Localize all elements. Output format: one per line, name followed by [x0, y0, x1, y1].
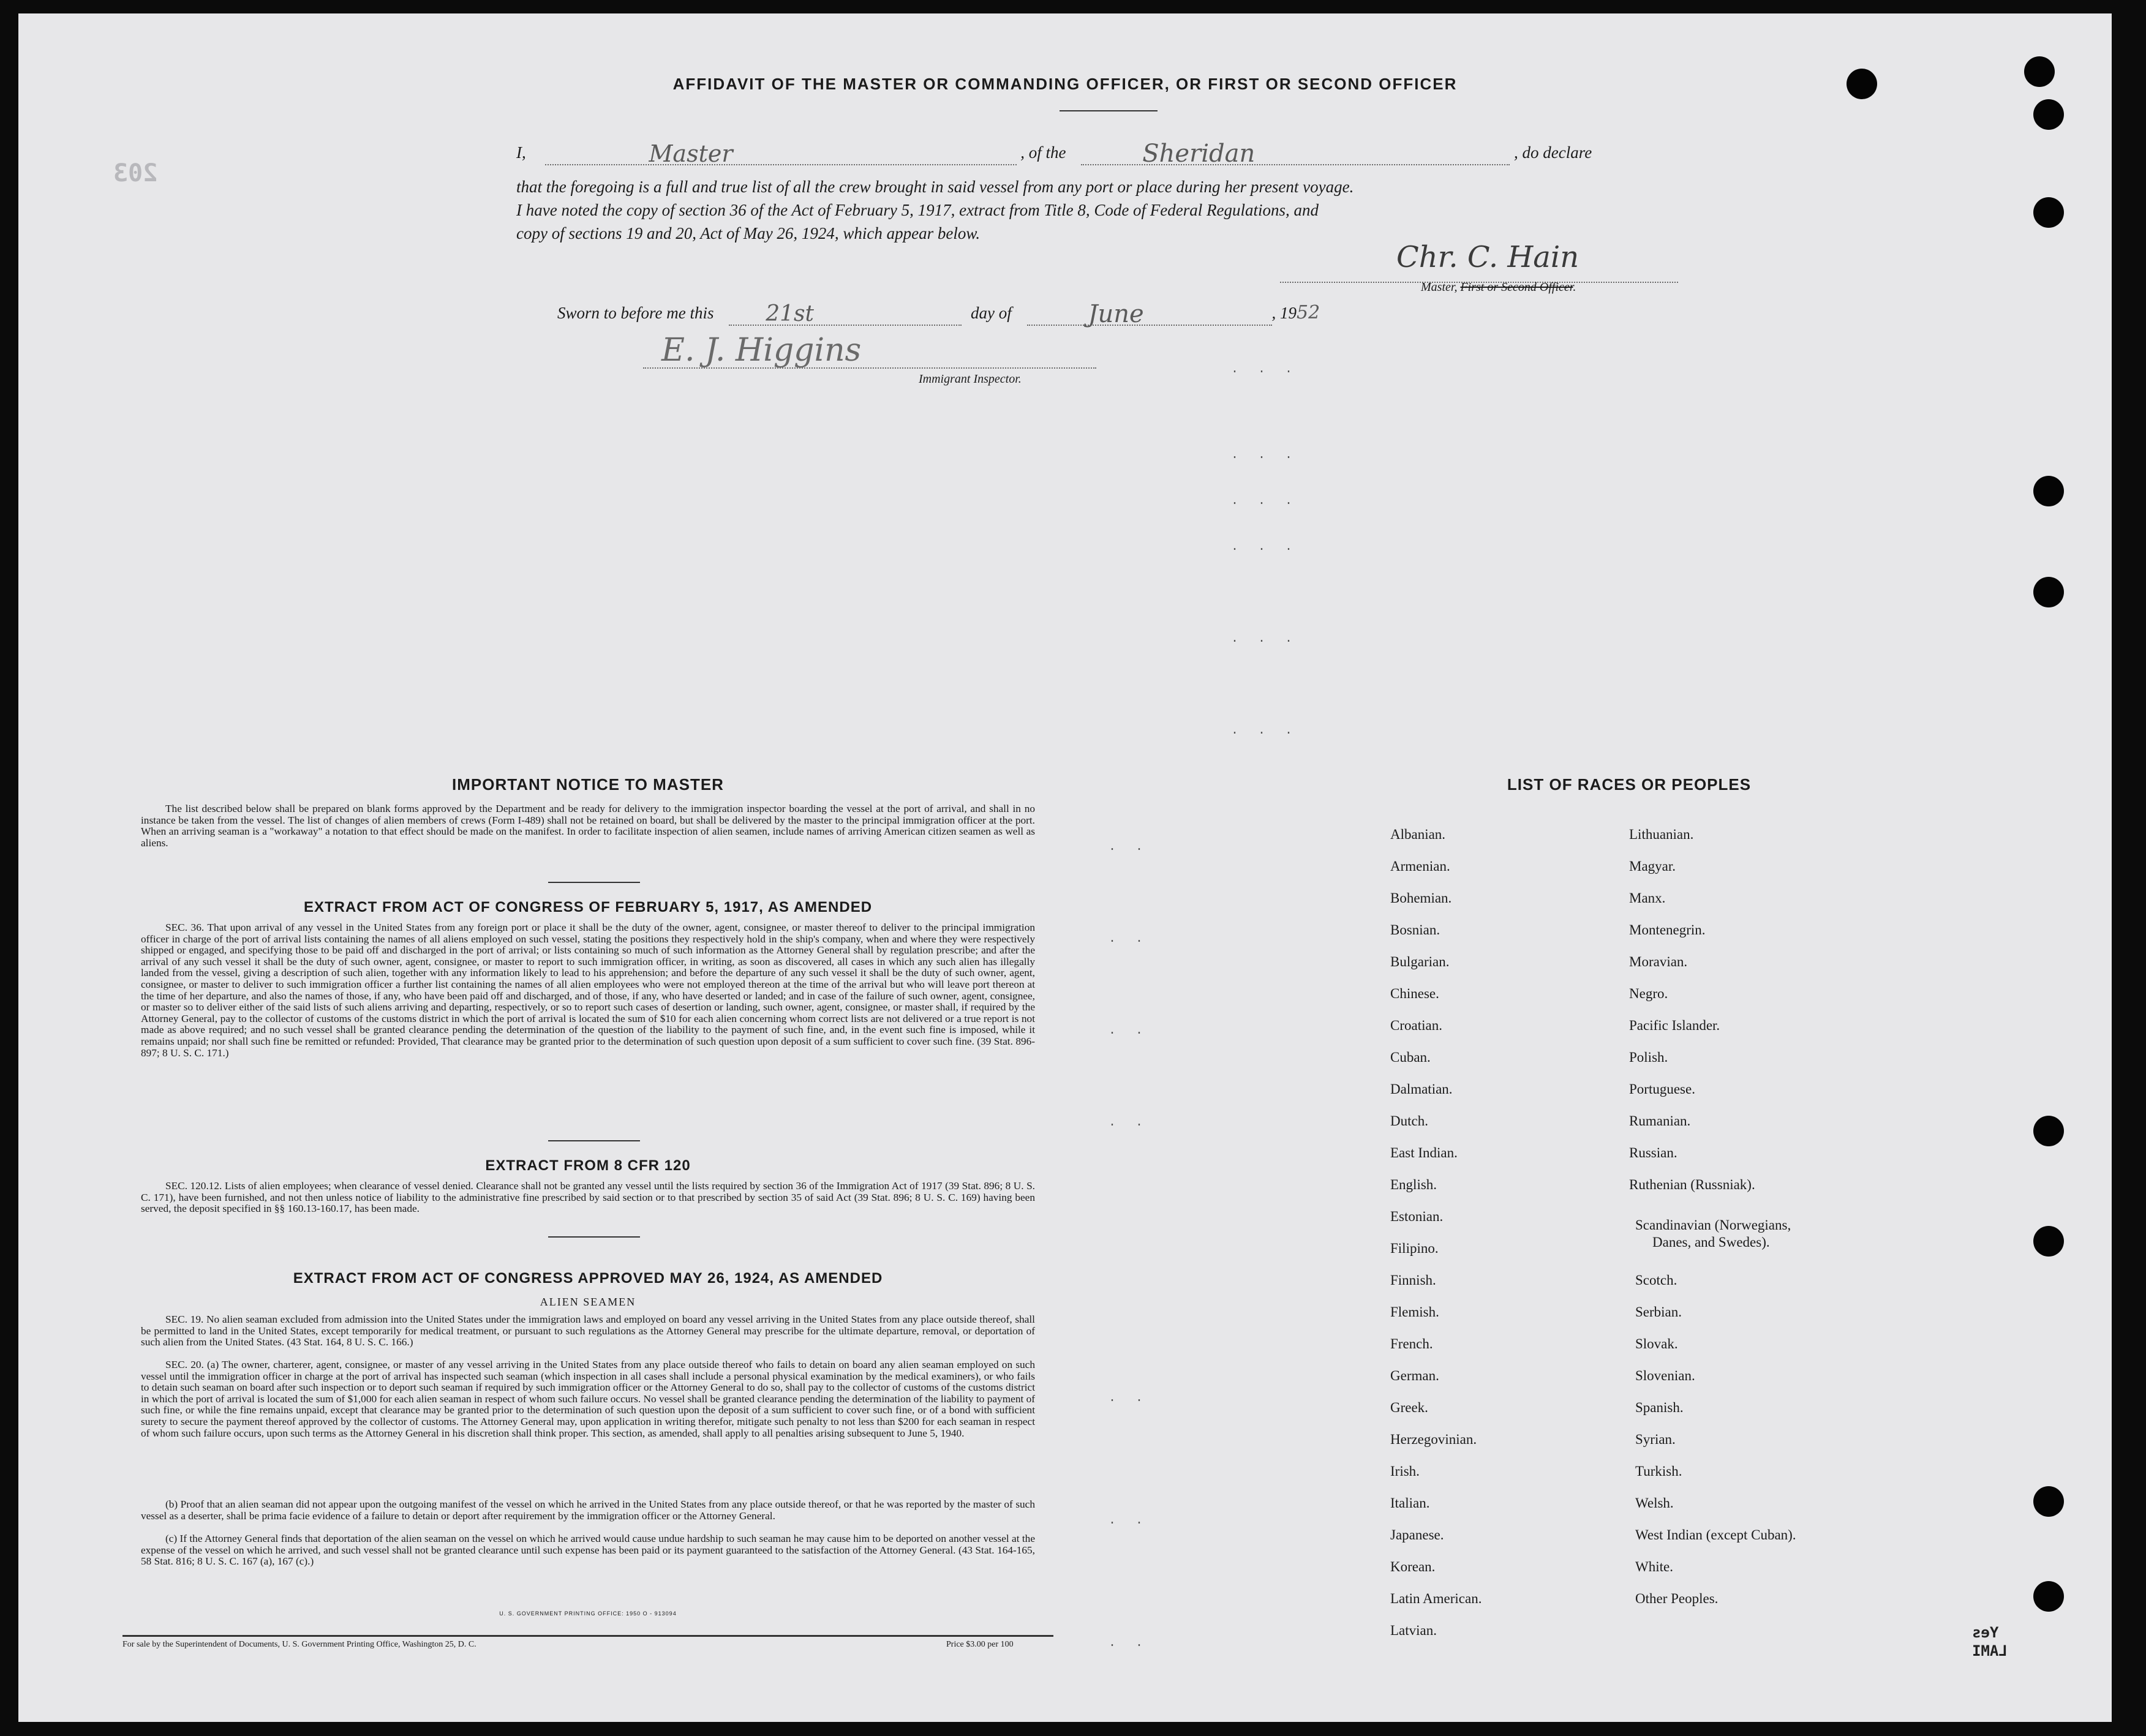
race-item: Bohemian.	[1390, 890, 1452, 906]
signature-caption	[1421, 276, 1576, 299]
dot-leaders: . . .	[1231, 724, 1299, 738]
declare-label: , do declare	[1514, 143, 1592, 162]
punch-hole	[2033, 1581, 2064, 1612]
race-item: Latvian.	[1390, 1623, 1437, 1638]
punch-hole	[2033, 1226, 2064, 1257]
master-name-field	[545, 141, 1017, 165]
document-page	[18, 13, 2112, 1722]
year-suffix: 52	[1297, 302, 1320, 323]
dot-leaders: . .	[1109, 1391, 1150, 1405]
master-signature: Chr. C. Hain	[1396, 240, 1579, 274]
race-item: Herzegovinian.	[1390, 1432, 1477, 1447]
extract-1924-sec20c: (c) If the Attorney General finds that deportation of the alien seaman on the vessel on which he arrived would cause undue hardship to such seaman he may cause him to be deported on another vessel at the expense of the vessel on which he arrived, and such vessel shall not be granted clearance until such expense has been paid or its payment guaranteed to the satisfaction of the Attorney General. (43 Stat. 164-165, 58 Stat. 816; 8 U. S. C. 167 (a), 167 (c).)	[141, 1533, 1035, 1568]
punch-hole	[2033, 1116, 2064, 1146]
race-item: Manx.	[1629, 890, 1666, 906]
i-label: I,	[516, 143, 526, 162]
divider	[548, 882, 640, 883]
affidavit-line-2: that the foregoing is a full and true list of all the crew brought in said vessel from any port or place during her present voyage.	[516, 178, 1354, 196]
bleed-through-text: Yes	[1972, 1624, 1999, 1641]
dot-leaders: . . .	[1231, 632, 1299, 646]
sworn-line	[557, 301, 1476, 326]
dot-leaders: . . .	[1231, 448, 1299, 462]
race-item: English.	[1390, 1177, 1437, 1192]
race-item: Serbian.	[1635, 1304, 1682, 1320]
race-item: Scotch.	[1635, 1272, 1677, 1288]
race-item: Dalmatian.	[1390, 1081, 1453, 1097]
race-item: Flemish.	[1390, 1304, 1439, 1320]
caption-end: .	[1573, 280, 1576, 294]
extract-cfr-body: SEC. 120.12. Lists of alien employees; when clearance of vessel denied. Clearance shall not be granted any vessel until the lists required by section 36 of the Immigration Act of 1917 (39 Stat. 896; 8 U. S. C. 171), have been furnished, and not then unless notice of liability to the administrative fine prescribed by said section or to that prescribed by section 35 of said Act (39 Stat. 896; 8 U. S. C. 169) having been served, the deposit specified in §§ 160.13-160.17, has been made.	[141, 1180, 1035, 1215]
bleed-through-number: 203	[113, 159, 158, 187]
footer-price: Price $3.00 per 100	[946, 1640, 1014, 1649]
punch-hole	[2033, 1486, 2064, 1517]
inspector-signature-line	[643, 367, 1096, 369]
punch-hole	[2033, 99, 2064, 130]
race-item: Rumanian.	[1629, 1113, 1691, 1129]
extract-cfr-title: EXTRACT FROM 8 CFR 120	[485, 1157, 691, 1174]
affidavit-title: AFFIDAVIT OF THE MASTER OR COMMANDING OFFICER, OR FIRST OR SECOND OFFICER	[672, 75, 1458, 93]
race-item: Montenegrin.	[1629, 922, 1706, 938]
race-item: Danes, and Swedes).	[1652, 1234, 1770, 1250]
of-the-label: , of the	[1020, 143, 1066, 162]
race-item: Korean.	[1390, 1559, 1436, 1574]
caption-struck: First or Second Officer	[1460, 280, 1573, 294]
divider	[548, 1236, 640, 1238]
extract-1917-title: EXTRACT FROM ACT OF CONGRESS OF FEBRUARY 5, 1917, AS AMENDED	[303, 899, 873, 915]
sworn-day-field	[729, 301, 962, 326]
sworn-month-field	[1027, 301, 1272, 326]
race-item: Magyar.	[1629, 859, 1676, 874]
year-prefix: , 19	[1271, 304, 1297, 322]
race-item: Moravian.	[1629, 954, 1688, 969]
race-item: Polish.	[1629, 1050, 1668, 1065]
extract-1924-subtitle: ALIEN SEAMEN	[540, 1296, 636, 1308]
race-item: Armenian.	[1390, 859, 1450, 874]
races-title: LIST OF RACES OR PEOPLES	[1507, 775, 1752, 794]
sworn-day: 21st	[766, 301, 814, 326]
race-item: Russian.	[1629, 1145, 1677, 1160]
sworn-label: Sworn to before me this	[557, 304, 714, 322]
race-item: Dutch.	[1390, 1113, 1428, 1129]
race-item: Greek.	[1390, 1400, 1428, 1415]
extract-1924-sec19: SEC. 19. No alien seaman excluded from admission into the United States under the immigration laws and employed on board any vessel arriving in the United States from any place outside thereof, shall be permitted to land in the United States, except temporarily for medical treatment, or pursuant to such regulations as the Attorney General may prescribe for the ultimate departure, removal, or deportation of such alien from the United States. (43 Stat. 164, 8 U. S. C. 166.)	[141, 1313, 1035, 1348]
race-item: Filipino.	[1390, 1241, 1439, 1256]
vessel-name-field	[1081, 140, 1510, 168]
race-item: Turkish.	[1635, 1464, 1682, 1479]
race-item: Slovak.	[1635, 1336, 1678, 1351]
day-of-label: day of	[971, 304, 1012, 322]
race-item: Welsh.	[1635, 1495, 1674, 1511]
race-item: Latin American.	[1390, 1591, 1482, 1606]
race-item: German.	[1390, 1368, 1439, 1383]
dot-leaders: . .	[1109, 932, 1150, 946]
dot-leaders: . . .	[1231, 363, 1299, 377]
dot-leaders: . . .	[1231, 540, 1299, 554]
master-name-handwritten: Master	[649, 140, 733, 167]
race-item: Cuban.	[1390, 1050, 1431, 1065]
race-item: Slovenian.	[1635, 1368, 1695, 1383]
race-item: Other Peoples.	[1635, 1591, 1719, 1606]
affidavit-line-4: copy of sections 19 and 20, Act of May 26, 1924, which appear below.	[516, 224, 981, 242]
dot-leaders: . .	[1109, 1116, 1150, 1130]
race-item: Syrian.	[1635, 1432, 1676, 1447]
inspector-label: Immigrant Inspector.	[919, 372, 1022, 386]
race-item: Japanese.	[1390, 1527, 1444, 1542]
notice-body: The list described below shall be prepared on blank forms approved by the Department and be ready for delivery to the immigration inspector boarding the vessel at the port of arrival, and shall in no instance be taken from the vessel. The list of changes of alien members of crews (Form I-489) shall not be retained on board, but shall be delivered by the master to the principal immigration officer at the port. When an arriving seaman is a "workaway" a notation to that effect should be made on the manifest. In order to facilitate inspection of alien seamen, include names of arriving American citizen seamen as well as aliens.	[141, 803, 1035, 849]
race-item: Scandinavian (Norwegians,	[1635, 1217, 1791, 1233]
dot-leaders: . .	[1109, 1024, 1150, 1038]
inspector-signature: E. J. Higgins	[661, 332, 862, 369]
race-item: Croatian.	[1390, 1018, 1442, 1033]
dot-leaders: . . .	[1231, 494, 1299, 508]
punch-hole	[2033, 577, 2064, 607]
race-item: East Indian.	[1390, 1145, 1458, 1160]
dot-leaders: . .	[1109, 840, 1150, 854]
affidavit-line-3: I have noted the copy of section 36 of the Act of February 5, 1917, extract from Title 8, Code of Federal Regulations, and	[516, 201, 1319, 219]
notice-title: IMPORTANT NOTICE TO MASTER	[452, 775, 724, 794]
race-item: Italian.	[1390, 1495, 1430, 1511]
divider	[1060, 110, 1158, 111]
sworn-month: June	[1088, 300, 1144, 328]
extract-1924-sec20a: SEC. 20. (a) The owner, charterer, agent, consignee, or master of any vessel arriving in the United States from any place outside thereof who fails to detain on board any alien seaman employed on such vessel until the immigration officer in charge at the port of arrival has inspected such seaman (which inspection in all cases shall include a personal physical examination by the medical examiners), or who fails to detain such seaman on board after such inspection or to deport such seaman if required by such immigration officer or the Attorney General to do so, shall pay to the collector of customs of the customs district in which the port of arrival is located the sum of $1,000 for each alien seaman in respect of whom such failure occurs. No vessel shall be granted clearance pending the determination of the liability to payment of such fine, or while the fine remains unpaid, except that clearance may be granted prior to the determination of such question upon the deposit of a sum sufficient to cover such fine, or of a bond with sufficient surety to secure the payment thereof approved by the collector of customs. The Attorney General may, upon application in writing therefor, mitigate such penalty to not less than $200 for each seaman in respect of whom such failure occurs, upon such terms as the Attorney General in his discretion shall think proper. This section, as amended, shall apply to all penalties arising subsequent to June 5, 1940.	[141, 1359, 1035, 1439]
race-item: Chinese.	[1390, 986, 1439, 1001]
race-item: Finnish.	[1390, 1272, 1436, 1288]
dot-leaders: . .	[1109, 1636, 1150, 1650]
dot-leaders: . .	[1109, 1514, 1150, 1528]
punch-hole	[2033, 197, 2064, 228]
race-item: Lithuanian.	[1629, 827, 1694, 842]
race-item: Albanian.	[1390, 827, 1446, 842]
affidavit-line-1	[516, 140, 1686, 168]
extract-1917-body: SEC. 36. That upon arrival of any vessel in the United States from any foreign port or place it shall be the duty of the owner, agent, consignee, or master thereof to deliver to the principal immigration officer in charge of the port of arrival lists containing the names of all aliens employed on such vessel, stating the positions they respectively hold in the ship's company, when and where they were respectively shipped or engaged, and specifying those to be paid off and discharged in the port of arrival; or lists containing so much of such information as the Attorney General shall by regulation prescribe; and after the arrival of any such vessel it shall be the duty of such owner, agent, consignee, or master to report to such immigration officer, in writing, as soon as discovered, all cases in which any such alien has illegally landed from the vessel, giving a description of such alien, together with any information likely to lead to his apprehension; and before the departure of any such vessel it shall be the duty of such owner, agent, consignee, or master to deliver to such immigration officer a further list containing the names of all alien employees who were not employed thereon at the time of the arrival but who will leave port thereon at the time of her departure, and also the names of those, if any, who have been paid off and discharged, and of those, if any, who have deserted or landed; and in case of the failure of such owner, agent, consignee, or master so to deliver either of the said lists of such aliens arriving and departing, respectively, or so to report such cases of desertion or landing, such owner, agent, consignee, or master shall, if required by the Attorney General, pay to the collector of customs of the customs district in which the port of arrival is located the sum of $10 for each alien concerning whom correct lists are not delivered or a true report is not made as above required; and no such vessel shall be granted clearance pending the determination of the question of the liability to the payment of such fine, and, in the event such fine is imposed, while it remains unpaid; nor shall such fine be remitted or refunded: Provided, That clearance may be granted prior to the determination of such question upon deposit of a sum sufficient to cover such fine. (39 Stat. 896-897; 8 U. S. C. 171.)	[141, 922, 1035, 1059]
race-item: West Indian (except Cuban).	[1635, 1527, 1796, 1542]
bleed-through-text: LAMI	[1972, 1642, 2008, 1659]
race-item: Ruthenian (Russniak).	[1629, 1177, 1755, 1192]
vessel-name-handwritten: Sheridan	[1142, 140, 1256, 168]
race-item: Bulgarian.	[1390, 954, 1450, 969]
footer-sale: For sale by the Superintendent of Documents, U. S. Government Printing Office, Washington 25, D. C.	[122, 1640, 476, 1649]
race-item: Negro.	[1629, 986, 1668, 1001]
race-item: Portuguese.	[1629, 1081, 1695, 1097]
extract-1924-title: EXTRACT FROM ACT OF CONGRESS APPROVED MAY 26, 1924, AS AMENDED	[293, 1270, 883, 1287]
race-item: Estonian.	[1390, 1209, 1444, 1224]
race-item: Bosnian.	[1390, 922, 1440, 938]
race-item: Spanish.	[1635, 1400, 1684, 1415]
race-item: French.	[1390, 1336, 1433, 1351]
caption-master: Master,	[1421, 280, 1458, 294]
divider	[548, 1140, 640, 1141]
race-item: White.	[1635, 1559, 1673, 1574]
gpo-imprint: U. S. GOVERNMENT PRINTING OFFICE: 1950 O - 913094	[499, 1610, 677, 1617]
race-item: Irish.	[1390, 1464, 1420, 1479]
extract-1924-sec20b: (b) Proof that an alien seaman did not appear upon the outgoing manifest of the vessel on which he arrived in the United States from any place outside thereof, or that he was reported by the master of such vessel as a deserter, shall be prima facie evidence of a failure to detain or deport after requirement by the immigration officer or the Attorney General.	[141, 1498, 1035, 1522]
footer-rule	[122, 1635, 1053, 1637]
race-item: Pacific Islander.	[1629, 1018, 1720, 1033]
punch-hole	[2033, 476, 2064, 506]
